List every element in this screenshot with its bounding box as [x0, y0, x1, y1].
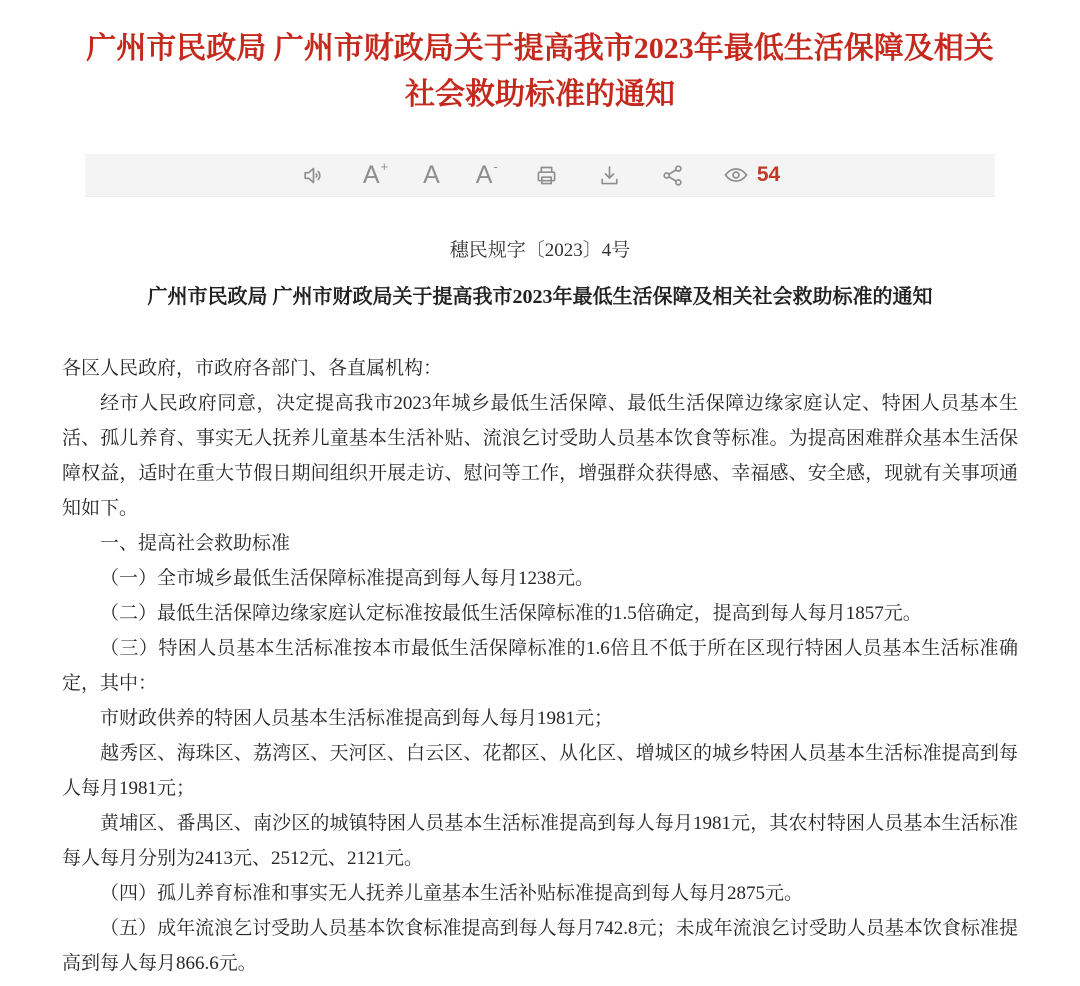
font-reset-button[interactable] — [423, 160, 440, 189]
page-title: 广州市民政局 广州市财政局关于提高我市2023年最低生活保障及相关社会救助标准的通知 — [86, 32, 994, 111]
font-decrease-button[interactable] — [475, 158, 498, 189]
font-decrease-letter: A — [475, 160, 493, 189]
item-5: （五）成年流浪乞讨受助人员基本饮食标准提高到每人每月742.8元；未成年流浪乞讨受助人员基本饮食标准提高到每人每月866.6元。 — [62, 918, 1018, 974]
item-2: （二）最低生活保障边缘家庭认定标准按最低生活保障标准的1.5倍确定，提高到每人每月1857元。 — [100, 603, 922, 624]
share-button[interactable] — [659, 162, 686, 189]
item-1: （一）全市城乡最低生活保障标准提高到每人每月1238元。 — [100, 568, 595, 589]
section-heading: 一、提高社会救助标准 — [100, 533, 291, 554]
doc-heading: 广州市民政局 广州市财政局关于提高我市2023年最低生活保障及相关社会救助标准的通知 — [147, 286, 933, 308]
item-3: （三）特困人员基本生活标准按本市最低生活保障标准的1.6倍且不低于所在区现行特困人员基本生活标准确定，其中： — [62, 638, 1018, 694]
view-count-button[interactable] — [722, 161, 780, 189]
read-aloud-button[interactable] — [300, 162, 327, 189]
notice-page — [0, 26, 1080, 986]
print-button[interactable] — [533, 162, 560, 189]
view-count: 54 — [756, 163, 781, 186]
eye-icon — [722, 161, 750, 189]
download-icon — [596, 162, 623, 189]
doc-number: 穗民规字〔2023〕4号 — [449, 240, 631, 261]
item-4: （四）孤儿养育标准和事实无人抚养儿童基本生活补贴标准提高到每人每月2875元。 — [100, 883, 804, 904]
document-body — [0, 235, 1080, 981]
item-3-sub-1: 市财政供养的特困人员基本生活标准提高到每人每月1981元； — [100, 708, 614, 729]
salutation: 各区人民政府，市政府各部门、各直属机构： — [62, 358, 443, 379]
doc-text — [62, 351, 1018, 981]
item-3-sub-3: 黄埔区、番禺区、南沙区的城镇特困人员基本生活标准提高到每人每月1981元，其农村特困人员基本生活标准每人每月分别为2413元、2512元、2121元。 — [62, 813, 1018, 869]
download-button[interactable] — [596, 162, 623, 189]
minus-sign: - — [493, 158, 498, 174]
item-3-sub-2: 越秀区、海珠区、荔湾区、天河区、白云区、花都区、从化区、增城区的城乡特困人员基本生活标准提高到每人每月1981元； — [62, 743, 1018, 799]
font-increase-button[interactable] — [362, 158, 389, 189]
toolbar — [85, 154, 995, 197]
font-increase-letter: A — [362, 160, 380, 189]
plus-sign: + — [380, 158, 389, 174]
share-icon — [659, 162, 686, 189]
font-reset-letter: A — [423, 160, 440, 189]
speaker-icon — [300, 162, 327, 189]
paragraph-intro: 经市人民政府同意，决定提高我市2023年城乡最低生活保障、最低生活保障边缘家庭认定、特困人员基本生活、孤儿养育、事实无人抚养儿童基本生活补贴、流浪乞讨受助人员基本饮食等标准。为提高困难群众基本生活保障权益，适时在重大节假日期间组织开展走访、慰问等工作，增强群众获得感、幸福感、安全感，现就有关事项通知如下。 — [62, 393, 1018, 519]
printer-icon — [533, 162, 560, 189]
